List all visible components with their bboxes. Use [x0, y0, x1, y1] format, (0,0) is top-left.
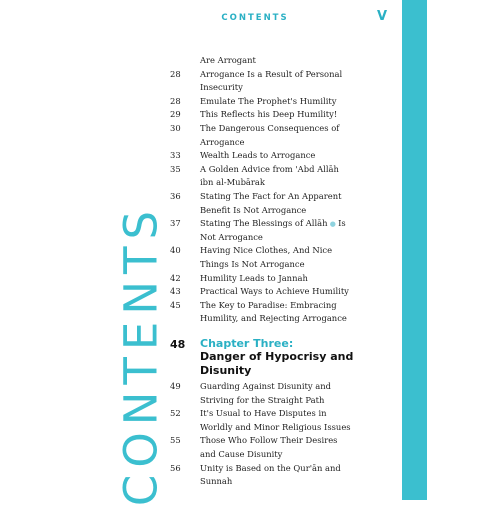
toc-page-number: 52	[170, 408, 181, 419]
toc-entry-text: Worldly and Minor Religious Issues	[200, 421, 351, 432]
toc-page-number: 28	[170, 95, 181, 106]
chapter-title-line: Danger of Hypocrisy and	[200, 350, 354, 363]
page-numeral: V	[377, 9, 388, 24]
toc-entry-text: Having Nice Clothes, And Nice	[200, 245, 333, 256]
toc-page-number: 43	[170, 286, 181, 297]
toc-entry-text: Arrogance	[200, 136, 245, 147]
chapter-page-number: 48	[170, 338, 186, 351]
toc-entry-text: ibn al-Mubārak	[200, 177, 265, 188]
toc-page-number: 29	[170, 109, 181, 120]
toc-entry-text: Benefit Is Not Arrogance	[200, 204, 307, 215]
toc-entry-text: The Dangerous Consequences of	[200, 123, 340, 133]
toc-entry-text: This Reflects his Deep Humility!	[200, 109, 338, 120]
toc-page-number: 45	[170, 299, 181, 310]
toc-entry-text: Practical Ways to Achieve Humility	[200, 286, 349, 297]
toc-page-number: 55	[170, 435, 181, 446]
toc-page-number: 40	[170, 245, 181, 256]
toc-entry-text: Stating The Blessings of Allāh ● Is	[200, 218, 346, 229]
chapter-label: Chapter Three:	[200, 337, 294, 350]
running-header: CONTENTS	[221, 13, 289, 23]
toc-entry-text: Wealth Leads to Arrogance	[200, 150, 316, 161]
toc-entry-text: Insecurity	[200, 82, 243, 93]
toc-entry-text: Unity is Based on the Qur'ān and	[200, 462, 341, 473]
toc-entry-text: Emulate The Prophet's Humility	[200, 95, 337, 106]
toc-page-number: 33	[170, 150, 181, 161]
toc-entry-text: Humility, and Rejecting Arrogance	[200, 313, 347, 324]
toc-page-number: 35	[170, 163, 181, 174]
right-color-band	[402, 0, 427, 500]
toc-entry-text: A Golden Advice from 'Abd Allāh	[200, 163, 339, 174]
toc-page-number: 28	[170, 68, 181, 79]
toc-entry-text: Not Arrogance	[200, 231, 263, 242]
toc-page-number: 30	[170, 123, 181, 133]
toc-entry-text: It's Usual to Have Disputes in	[200, 408, 327, 419]
chapter-title-line: Disunity	[200, 364, 252, 377]
toc-entry-text: Guarding Against Disunity and	[200, 381, 332, 391]
toc-entry-text: Stating The Fact for An Apparent	[200, 191, 342, 201]
toc-entry-text: Things Is Not Arrogance	[200, 258, 305, 269]
toc-entry-text: Striving for the Straight Path	[200, 394, 325, 405]
toc-page-number: 49	[170, 381, 181, 391]
chapter-title	[200, 350, 395, 378]
toc-entry-text: and Cause Disunity	[200, 448, 283, 459]
toc-page-number: 37	[170, 218, 181, 229]
toc-entry-text: Humility Leads to Jannah	[200, 272, 308, 283]
toc-entry-text: Those Who Follow Their Desires	[200, 435, 338, 446]
honorific-drop-icon: ●	[327, 220, 339, 229]
toc-entry-text: The Key to Paradise: Embracing	[200, 299, 337, 310]
toc-page-number: 56	[170, 462, 181, 473]
toc-entry-text: Arrogance Is a Result of Personal	[200, 68, 343, 79]
toc-entry-text: Are Arrogant	[200, 55, 256, 65]
vertical-contents-title: CONTENTS	[114, 203, 168, 506]
toc-entry-text: Sunnah	[200, 476, 233, 487]
toc-page-number: 42	[170, 272, 181, 283]
toc-page-number: 36	[170, 191, 181, 201]
